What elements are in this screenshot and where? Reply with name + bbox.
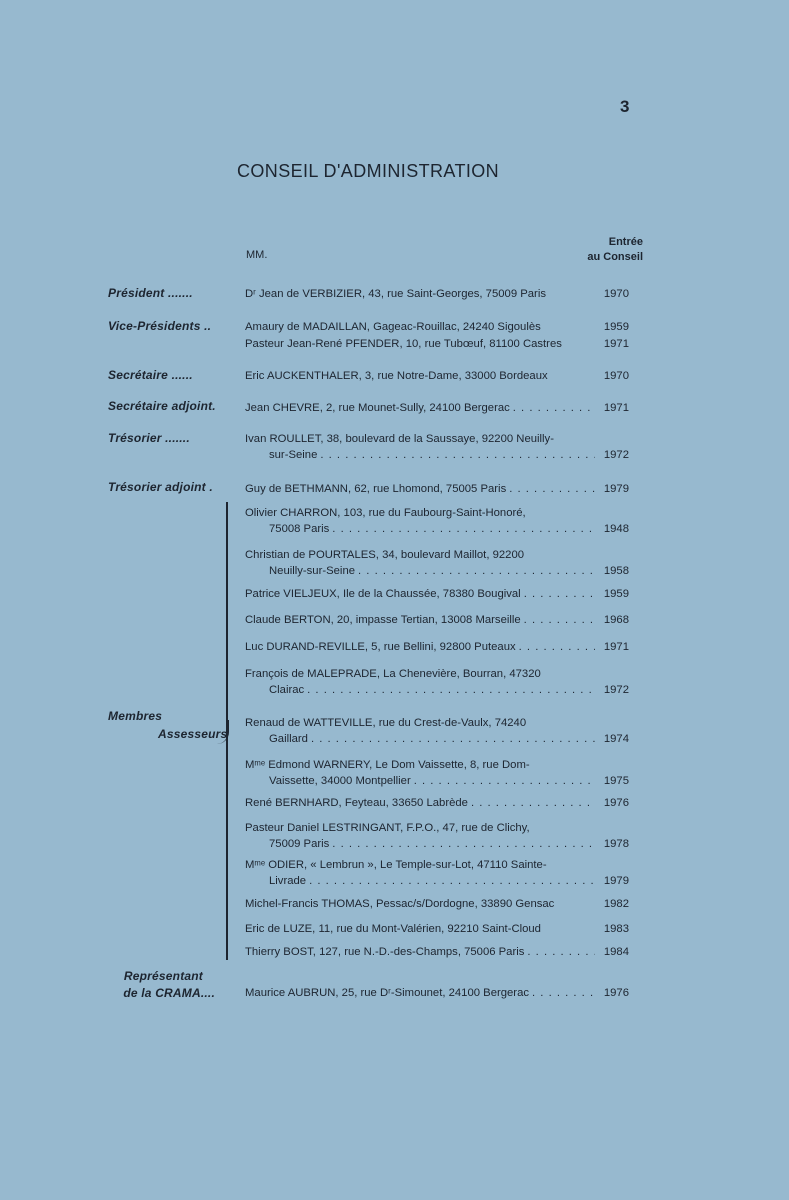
- member-entry: [245, 547, 629, 579]
- dot-leader: [509, 481, 595, 497]
- entry-year: 1976: [603, 987, 629, 999]
- entry-line: [245, 757, 629, 773]
- entry-line: [245, 431, 629, 447]
- entry-year: 1979: [603, 875, 629, 887]
- dot-leader: [519, 639, 595, 655]
- entry-text: Gaillard: [269, 733, 308, 745]
- role-tresorier: Trésorier .......: [108, 431, 190, 445]
- dot-leader: [524, 586, 595, 602]
- entry-text: Guy de BETHMANN, 62, rue Lhomond, 75005 Paris: [245, 483, 507, 495]
- entry-line: [245, 944, 629, 960]
- entry-line: [245, 319, 629, 335]
- member-entry: [245, 921, 629, 937]
- member-entry: [245, 336, 629, 352]
- entry-text: Pasteur Jean-René PFENDER, 10, rue Tubœuf, 81100 Castres: [245, 338, 562, 350]
- entry-year: 1983: [603, 923, 629, 935]
- spacer: [548, 368, 595, 384]
- member-entry: [245, 795, 629, 811]
- dot-leader: [414, 773, 595, 789]
- role-assesseurs: Assesseurs: [158, 727, 228, 741]
- dot-leader: [320, 447, 595, 463]
- role-tresorier-adjoint: Trésorier adjoint .: [108, 480, 213, 494]
- entry-line: [245, 505, 629, 521]
- entry-text: Maurice AUBRUN, 25, rue Dʳ-Simounet, 24100 Bergerac: [245, 987, 530, 999]
- member-entry: [245, 319, 629, 335]
- entry-text: Jean CHEVRE, 2, rue Mounet-Sully, 24100 Bergerac: [245, 402, 510, 414]
- dot-leader: [332, 836, 595, 852]
- entry-line: [245, 336, 629, 352]
- spacer: [541, 921, 595, 937]
- entry-year: 1958: [603, 565, 629, 577]
- entry-line: [245, 873, 629, 889]
- spacer: [546, 286, 595, 302]
- entry-line: [245, 563, 629, 579]
- role-membres: Membres: [108, 709, 163, 723]
- entry-line: [245, 731, 629, 747]
- dot-leader: [307, 682, 595, 698]
- spacer: [562, 336, 595, 352]
- entry-line: [245, 521, 629, 537]
- entry-text: Patrice VIELJEUX, Ile de la Chaussée, 78380 Bougival: [245, 588, 521, 600]
- member-entry: [245, 757, 629, 789]
- dot-leader: [527, 944, 595, 960]
- entry-line: [245, 795, 629, 811]
- entry-text: 75008 Paris: [269, 523, 330, 535]
- member-entry: [245, 612, 629, 628]
- spacer: [554, 896, 595, 912]
- entry-text: Neuilly-sur-Seine: [269, 565, 356, 577]
- entry-text: Mᵐᵉ ODIER, « Lembrun », Le Temple-sur-Lot, 47110 Sainte-: [245, 859, 547, 871]
- member-entry: [245, 639, 629, 655]
- entry-line: [245, 836, 629, 852]
- dot-leader: [332, 521, 595, 537]
- entry-year: 1948: [603, 523, 629, 535]
- entry-text: Eric de LUZE, 11, rue du Mont-Valérien, 92210 Saint-Cloud: [245, 923, 541, 935]
- entry-text: 75009 Paris: [269, 838, 330, 850]
- member-entry: [245, 505, 629, 537]
- entry-line: [245, 286, 629, 302]
- entry-line: [245, 896, 629, 912]
- entry-year: 1971: [603, 641, 629, 653]
- entry-line: [245, 666, 629, 682]
- entry-year: 1959: [603, 321, 629, 333]
- entry-text: Amaury de MADAILLAN, Gageac-Rouillac, 24240 Sigoulès: [245, 321, 541, 333]
- entry-text: Livrade: [269, 875, 307, 887]
- entry-text: René BERNHARD, Feyteau, 33650 Labrède: [245, 797, 468, 809]
- entry-year: 1970: [603, 370, 629, 382]
- member-entry: [245, 715, 629, 747]
- entry-line: [245, 612, 629, 628]
- entry-text: Vaissette, 34000 Montpellier: [269, 775, 411, 787]
- role-representant: Représentant: [123, 969, 203, 983]
- spacer: [541, 319, 595, 335]
- member-entry: [245, 820, 629, 852]
- member-entry: [245, 400, 629, 416]
- entry-year: 1978: [603, 838, 629, 850]
- entry-text: Eric AUCKENTHALER, 3, rue Notre-Dame, 33000 Bordeaux: [245, 370, 548, 382]
- page-number: 3: [620, 97, 630, 116]
- role-vice-presidents: Vice-Présidents ..: [108, 319, 212, 333]
- entry-year: 1976: [603, 797, 629, 809]
- header-entree-line1: Entrée: [608, 236, 643, 248]
- entry-text: Ivan ROULLET, 38, boulevard de la Saussaye, 92200 Neuilly-: [245, 433, 554, 445]
- entry-text: Olivier CHARRON, 103, rue du Faubourg-Saint-Honoré,: [245, 507, 526, 519]
- member-entry: [245, 666, 629, 698]
- entry-year: 1970: [603, 288, 629, 300]
- entry-text: Clairac: [269, 684, 305, 696]
- dot-leader: [309, 873, 595, 889]
- member-entry: [245, 481, 629, 497]
- entry-line: [245, 773, 629, 789]
- entry-year: 1982: [603, 898, 629, 910]
- member-entry: [245, 896, 629, 912]
- entry-text: François de MALEPRADE, La Chenevière, Bourran, 47320: [245, 668, 541, 680]
- entry-text: Thierry BOST, 127, rue N.-D.-des-Champs, 75006 Paris: [245, 946, 525, 958]
- header-entree: [587, 235, 643, 265]
- dot-leader: [311, 731, 595, 747]
- entry-line: [245, 820, 629, 836]
- member-entry: [245, 944, 629, 960]
- dot-leader: [513, 400, 595, 416]
- role-secretaire: Secrétaire ......: [108, 368, 193, 382]
- page-title: CONSEIL D'ADMINISTRATION: [237, 161, 500, 181]
- entry-year: 1975: [603, 775, 629, 787]
- dot-leader: [471, 795, 595, 811]
- entry-text: Christian de POURTALES, 34, boulevard Maillot, 92200: [245, 549, 525, 561]
- entry-line: [245, 682, 629, 698]
- entry-line: [245, 400, 629, 416]
- entry-line: [245, 985, 629, 1001]
- entry-year: 1968: [603, 614, 629, 626]
- entry-year: 1972: [603, 684, 629, 696]
- entry-year: 1971: [603, 338, 629, 350]
- entry-text: Pasteur Daniel LESTRINGANT, F.P.O., 47, rue de Clichy,: [245, 822, 530, 834]
- role-president: Président .......: [108, 286, 193, 300]
- entry-line: [245, 447, 629, 463]
- entry-text: Mᵐᵉ Edmond WARNERY, Le Dom Vaissette, 8, rue Dom-: [245, 759, 530, 771]
- entry-year: 1974: [603, 733, 629, 745]
- entry-line: [245, 586, 629, 602]
- member-entry: [245, 368, 629, 384]
- entry-text: Luc DURAND-REVILLE, 5, rue Bellini, 92800 Puteaux: [245, 641, 516, 653]
- entry-text: Michel-Francis THOMAS, Pessac/s/Dordogne, 33890 Gensac: [245, 898, 555, 910]
- entry-line: [245, 857, 629, 873]
- member-entry: [245, 586, 629, 602]
- entry-line: [245, 547, 629, 563]
- header-mm: MM.: [246, 249, 268, 261]
- entry-text: Claude BERTON, 20, impasse Tertian, 13008 Marseille: [245, 614, 521, 626]
- member-entry: [245, 857, 629, 889]
- role-secretaire-adjoint: Secrétaire adjoint.: [108, 399, 216, 413]
- dot-leader: [532, 985, 595, 1001]
- entry-text: Dʳ Jean de VERBIZIER, 43, rue Saint-Georges, 75009 Paris: [245, 288, 546, 300]
- dot-leader: [524, 612, 595, 628]
- entry-year: 1979: [603, 483, 629, 495]
- entry-line: [245, 921, 629, 937]
- dot-leader: [358, 563, 595, 579]
- role-de-la-crama: de la CRAMA....: [123, 986, 215, 1000]
- entry-line: [245, 639, 629, 655]
- entry-year: 1984: [603, 946, 629, 958]
- member-entry: [245, 431, 629, 463]
- entry-line: [245, 715, 629, 731]
- entry-text: Renaud de WATTEVILLE, rue du Crest-de-Vaulx, 74240: [245, 717, 527, 729]
- member-entry: [245, 985, 629, 1001]
- entry-year: 1959: [603, 588, 629, 600]
- member-entry: [245, 286, 629, 302]
- entry-year: 1972: [603, 449, 629, 461]
- entry-year: 1971: [603, 402, 629, 414]
- entry-line: [245, 481, 629, 497]
- header-entree-line2: au Conseil: [587, 251, 643, 263]
- entry-line: [245, 368, 629, 384]
- entry-text: sur-Seine: [269, 449, 318, 461]
